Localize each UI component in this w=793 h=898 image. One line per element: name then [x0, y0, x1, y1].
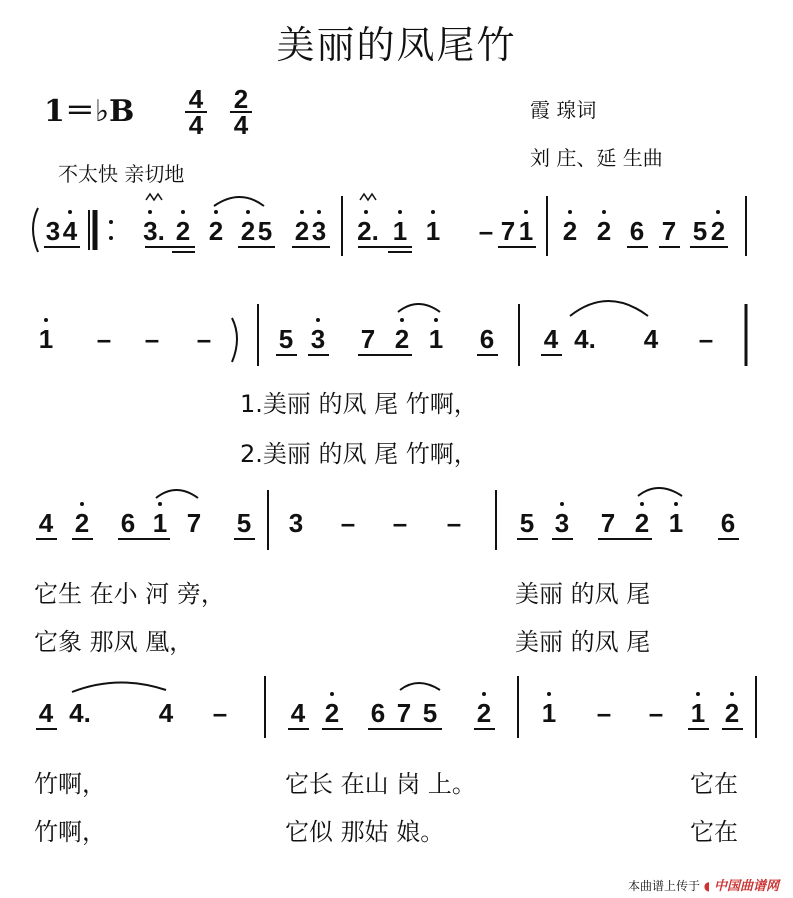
note: 2: [175, 216, 191, 246]
lyric-line: 它生 在小 河 旁，: [34, 580, 225, 608]
note: 5: [519, 508, 535, 538]
dash: –: [446, 508, 462, 538]
lyric-line: 它象 那凤 凰，: [34, 628, 194, 656]
dash: –: [648, 698, 664, 728]
time-sig-2-4-top: 2: [233, 84, 249, 114]
lyric-line: 美丽 的凤 尾: [515, 580, 651, 608]
lyric-line: 它在: [690, 818, 738, 846]
time-sig-4-4-top: 4: [188, 84, 204, 114]
lyricist-credit: 霞 瑔词: [530, 98, 597, 122]
note: 4: [643, 324, 659, 354]
note: 2: [324, 698, 340, 728]
mordent-icon: [360, 194, 376, 200]
mordent-icon: [146, 194, 162, 200]
note: 5: [257, 216, 273, 246]
note: 2: [710, 216, 726, 246]
system-4: [36, 676, 756, 738]
lyric-line: 它在: [690, 770, 738, 798]
paren-open: [33, 208, 38, 252]
dash: –: [478, 216, 494, 246]
note: 1: [392, 216, 408, 246]
note: 2: [596, 216, 612, 246]
note: 1: [518, 216, 534, 246]
note: 3: [45, 216, 61, 246]
note: 2: [476, 698, 492, 728]
note: 2: [240, 216, 256, 246]
lyric-line: 1.美丽 的凤 尾 竹啊，: [240, 390, 478, 418]
site-name[interactable]: 中国曲谱网: [713, 879, 779, 894]
tempo-marking: 不太快 亲切地: [58, 162, 185, 186]
note: 1: [38, 324, 54, 354]
note: 7: [396, 698, 412, 728]
lyric-line: 美丽 的凤 尾: [515, 628, 651, 656]
note: 2: [294, 216, 310, 246]
lyric-line: 竹啊，: [34, 770, 106, 798]
key-signature: 1＝♭B: [44, 94, 135, 129]
paren-close: [232, 318, 237, 362]
lyric-line: 2.美丽 的凤 尾 竹啊，: [240, 440, 478, 468]
site-logo-icon: ◖: [703, 879, 711, 893]
note: 2.: [357, 216, 379, 246]
dash: –: [144, 324, 160, 354]
composer-credit: 刘 庄、延 生曲: [530, 146, 663, 170]
note: 7: [500, 216, 516, 246]
note: 4: [38, 698, 54, 728]
dash: –: [196, 324, 212, 354]
note: 4.: [574, 324, 596, 354]
lyric-line: 它长 在山 岗 上。: [285, 770, 476, 798]
footer-credit: [628, 875, 779, 894]
note: 3: [554, 508, 570, 538]
note: 2: [74, 508, 90, 538]
note: 7: [360, 324, 376, 354]
dash: –: [340, 508, 356, 538]
note: 7: [600, 508, 616, 538]
note: 1: [668, 508, 684, 538]
note: 7: [661, 216, 677, 246]
note: 4: [62, 216, 78, 246]
time-sig-2-4-bottom: 4: [233, 110, 249, 140]
note: 5: [278, 324, 294, 354]
system-3: [36, 488, 739, 550]
note: 4.: [69, 698, 91, 728]
dash: –: [596, 698, 612, 728]
note: 3: [310, 324, 326, 354]
note: 1: [428, 324, 444, 354]
dash: –: [212, 698, 228, 728]
note: 3: [288, 508, 304, 538]
page-title: 美丽的凤尾竹: [276, 23, 517, 67]
note: 5: [692, 216, 708, 246]
note: 1: [152, 508, 168, 538]
note: 2: [394, 324, 410, 354]
note: 3.: [143, 216, 165, 246]
note: 3: [311, 216, 327, 246]
upload-note: 本曲谱上传于: [627, 879, 700, 893]
note: 4: [158, 698, 174, 728]
note: 2: [724, 698, 740, 728]
note: 1: [690, 698, 706, 728]
note: 4: [543, 324, 559, 354]
note: 6: [370, 698, 386, 728]
lyric-line: 竹啊，: [34, 818, 106, 846]
note: 6: [720, 508, 736, 538]
time-sig-4-4-bottom: 4: [188, 110, 204, 140]
lyric-line: 它似 那姑 娘。: [285, 818, 445, 846]
note: 6: [479, 324, 495, 354]
note: 4: [38, 508, 54, 538]
note: 7: [186, 508, 202, 538]
note: 4: [290, 698, 306, 728]
note: 6: [120, 508, 136, 538]
dash: –: [698, 324, 714, 354]
note: 5: [422, 698, 438, 728]
time-signatures: [185, 84, 252, 140]
note: 6: [629, 216, 645, 246]
note: 2: [208, 216, 224, 246]
note: 1: [541, 698, 557, 728]
note: 1: [425, 216, 441, 246]
note: 2: [562, 216, 578, 246]
dash: –: [392, 508, 408, 538]
note: 5: [236, 508, 252, 538]
system-1: [33, 194, 746, 256]
dash: –: [96, 324, 112, 354]
note: 2: [634, 508, 650, 538]
system-2: [39, 301, 746, 366]
